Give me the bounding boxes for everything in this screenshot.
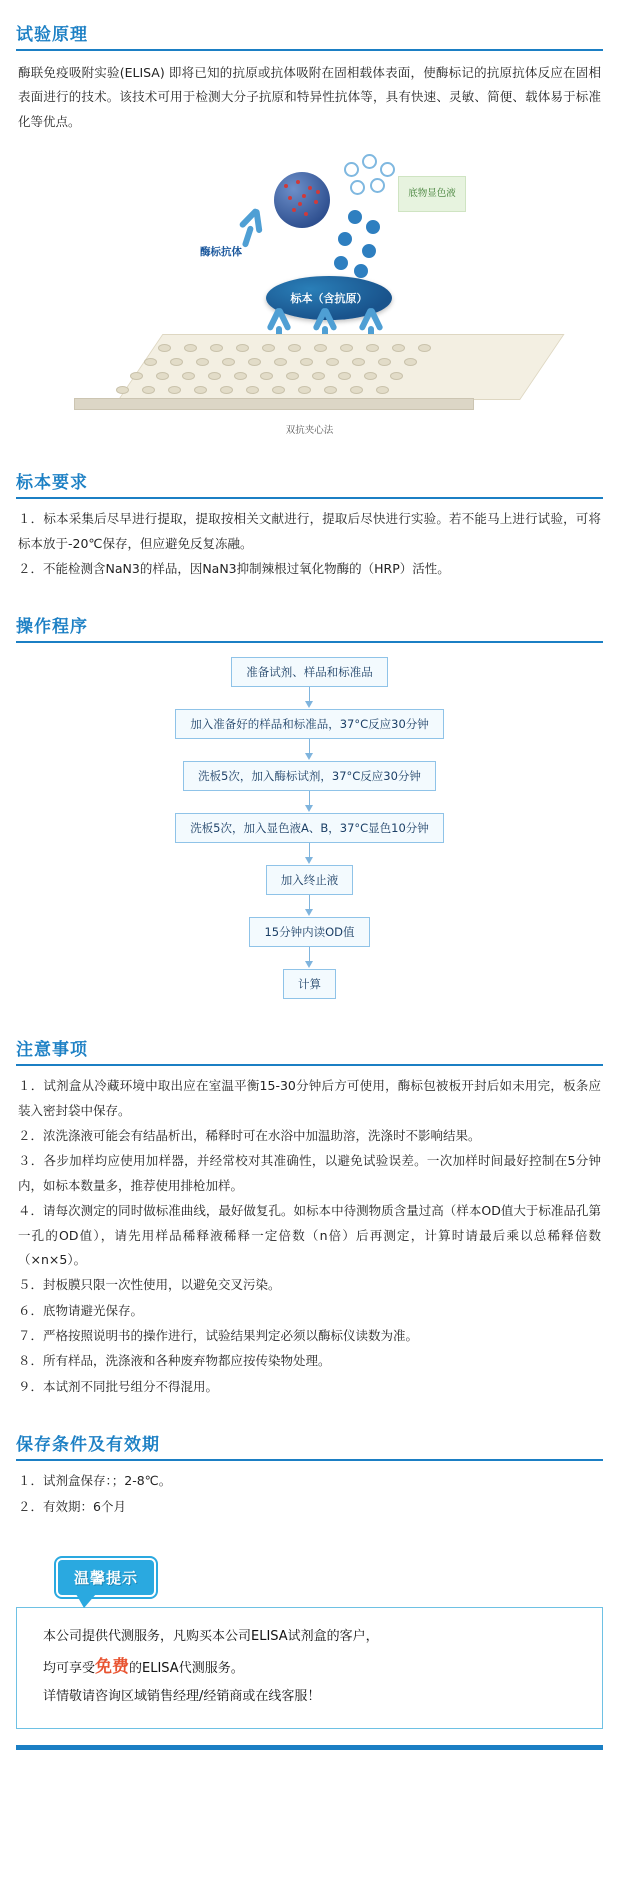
section-storage-header bbox=[0, 1430, 619, 1461]
section-title-procedure: 操作程序 bbox=[16, 617, 88, 638]
section-procedure-header bbox=[0, 612, 619, 643]
list-item: ８．所有样品，洗涤液和各种废弃物都应按传染物处理。 bbox=[18, 1353, 331, 1369]
title-underline-specimen bbox=[16, 497, 603, 499]
promo-line-2 bbox=[43, 1650, 580, 1684]
enzyme-conjugate-ball bbox=[274, 172, 330, 228]
list-item: １．标本采集后尽早进行提取，提取按相关文献进行，提取后尽快进行实验。若不能马上进行试验，可将标本放于-20℃保存，但应避免反复冻融。 bbox=[18, 511, 601, 551]
flow-arrow-icon bbox=[304, 843, 316, 865]
procedure-flowchart bbox=[18, 657, 601, 1005]
bubble-filled-icon bbox=[338, 232, 352, 246]
title-underline-principle bbox=[16, 49, 603, 51]
bubble-filled-icon bbox=[354, 264, 368, 278]
elisa-sandwich-diagram bbox=[18, 148, 601, 438]
list-item: ４．请每次测定的同时做标准曲线，最好做复孔。如标本中待测物质含量过高（样本OD值大于标准品孔第一孔的OD值），请先用样品稀释液稀释一定倍数（n倍）后再测定，计算时请最后乘以总稀释倍数（×n×5）。 bbox=[18, 1203, 601, 1267]
bubble-icon bbox=[350, 180, 365, 195]
promo-badge bbox=[56, 1558, 156, 1597]
list-item: １．试剂盒从冷藏环境中取出应在室温平衡15-30分钟后方可使用，酶标包被板开封后如未用完，板条应装入密封袋中保存。 bbox=[18, 1078, 601, 1118]
bubble-icon bbox=[370, 178, 385, 193]
bubble-filled-icon bbox=[348, 210, 362, 224]
flow-step: 加入终止液 bbox=[266, 865, 354, 895]
notes-list bbox=[0, 1074, 619, 1399]
title-underline-notes bbox=[16, 1064, 603, 1066]
section-notes-header bbox=[0, 1035, 619, 1066]
specimen-list bbox=[0, 507, 619, 581]
flow-step: 加入准备好的样品和标准品，37°C反应30分钟 bbox=[175, 709, 444, 739]
list-item: １．试剂盒保存：；2-8℃。 bbox=[18, 1473, 172, 1489]
section-title-notes: 注意事项 bbox=[16, 1040, 88, 1061]
list-item: ５．封板膜只限一次性使用，以避免交叉污染。 bbox=[18, 1277, 281, 1293]
promo-line-3: 详情敬请咨询区域销售经理/经销商或在线客服！ bbox=[43, 1688, 321, 1704]
microplate bbox=[118, 334, 518, 418]
list-item: ２．有效期：6个月 bbox=[18, 1498, 126, 1514]
flow-step: 洗板5次，加入酶标试剂，37°C反应30分钟 bbox=[183, 761, 436, 791]
list-item: ７．严格按照说明书的操作进行，试验结果判定必须以酶标仪读数为准。 bbox=[18, 1328, 419, 1343]
title-underline-storage bbox=[16, 1459, 603, 1461]
bottom-accent-bar bbox=[16, 1745, 603, 1750]
flow-step: 计算 bbox=[283, 969, 336, 999]
section-title-storage: 保存条件及有效期 bbox=[16, 1435, 160, 1456]
promo-box bbox=[16, 1607, 603, 1729]
principle-paragraph: 酶联免疫吸附实验(ELISA) 即将已知的抗原或抗体吸附在固相载体表面，使酶标记的抗原抗体反应在固相表面进行的技术。该技术可用于检测大分子抗原和特异性抗体等，具有快速、灵敏、简便、载体易于标准化等优点。 bbox=[18, 65, 601, 129]
bubble-icon bbox=[362, 154, 377, 169]
bubble-filled-icon bbox=[362, 244, 376, 258]
flow-arrow-icon bbox=[304, 947, 316, 969]
flow-arrow-icon bbox=[304, 687, 316, 709]
promo-badge-label: 温馨提示 bbox=[74, 1568, 139, 1587]
diagram-caption: 双抗夹心法 bbox=[285, 425, 334, 437]
list-item: ２．浓洗涤液可能会有结晶析出，稀释时可在水浴中加温助溶，洗涤时不影响结果。 bbox=[18, 1128, 481, 1143]
promo-free-highlight: 免费 bbox=[95, 1656, 130, 1677]
flow-step: 15分钟内读OD值 bbox=[249, 917, 369, 947]
promo-section bbox=[16, 1558, 603, 1729]
list-item: ３．各步加样均应使用加样器，并经常校对其准确性，以避免试验误差。一次加样时间最好控制在5分钟内，如标本数量多，推荐使用排枪加样。 bbox=[18, 1153, 601, 1193]
flow-arrow-icon bbox=[304, 739, 316, 761]
bubble-icon bbox=[380, 162, 395, 177]
label-enzyme-antibody: 酶标抗体 bbox=[200, 246, 242, 259]
list-item: ９．本试剂不同批号组分不得混用。 bbox=[18, 1378, 219, 1394]
section-specimen-header bbox=[0, 468, 619, 499]
bubble-filled-icon bbox=[334, 256, 348, 270]
label-sample-antigen: 标本（含抗原） bbox=[290, 292, 368, 306]
section-principle-header bbox=[0, 20, 619, 51]
bubble-icon bbox=[344, 162, 359, 177]
storage-list bbox=[0, 1469, 619, 1519]
microplate-edge bbox=[74, 398, 474, 410]
promo-line-2-suffix: 的ELISA代测服务。 bbox=[129, 1660, 244, 1676]
flow-step: 准备试剂、样品和标准品 bbox=[231, 657, 388, 687]
section-title-principle: 试验原理 bbox=[16, 25, 88, 45]
promo-line-1: 本公司提供代测服务，凡购买本公司ELISA试剂盒的客户， bbox=[43, 1628, 379, 1644]
bubble-filled-icon bbox=[366, 220, 380, 234]
section-title-specimen: 标本要求 bbox=[16, 473, 88, 494]
flow-arrow-icon bbox=[304, 895, 316, 917]
spacer-top bbox=[0, 0, 619, 20]
list-item: ２．不能检测含NaN3的样品，因NaN3抑制辣根过氧化物酶的（HRP）活性。 bbox=[18, 560, 450, 576]
substrate-label-box: 底物显色液 bbox=[398, 176, 466, 212]
flow-arrow-icon bbox=[304, 791, 316, 813]
title-underline-procedure bbox=[16, 641, 603, 643]
promo-line-2-prefix: 均可享受 bbox=[43, 1660, 96, 1676]
list-item: ６．底物请避光保存。 bbox=[18, 1302, 144, 1318]
flow-step: 洗板5次，加入显色液A、B，37°C显色10分钟 bbox=[175, 813, 444, 843]
